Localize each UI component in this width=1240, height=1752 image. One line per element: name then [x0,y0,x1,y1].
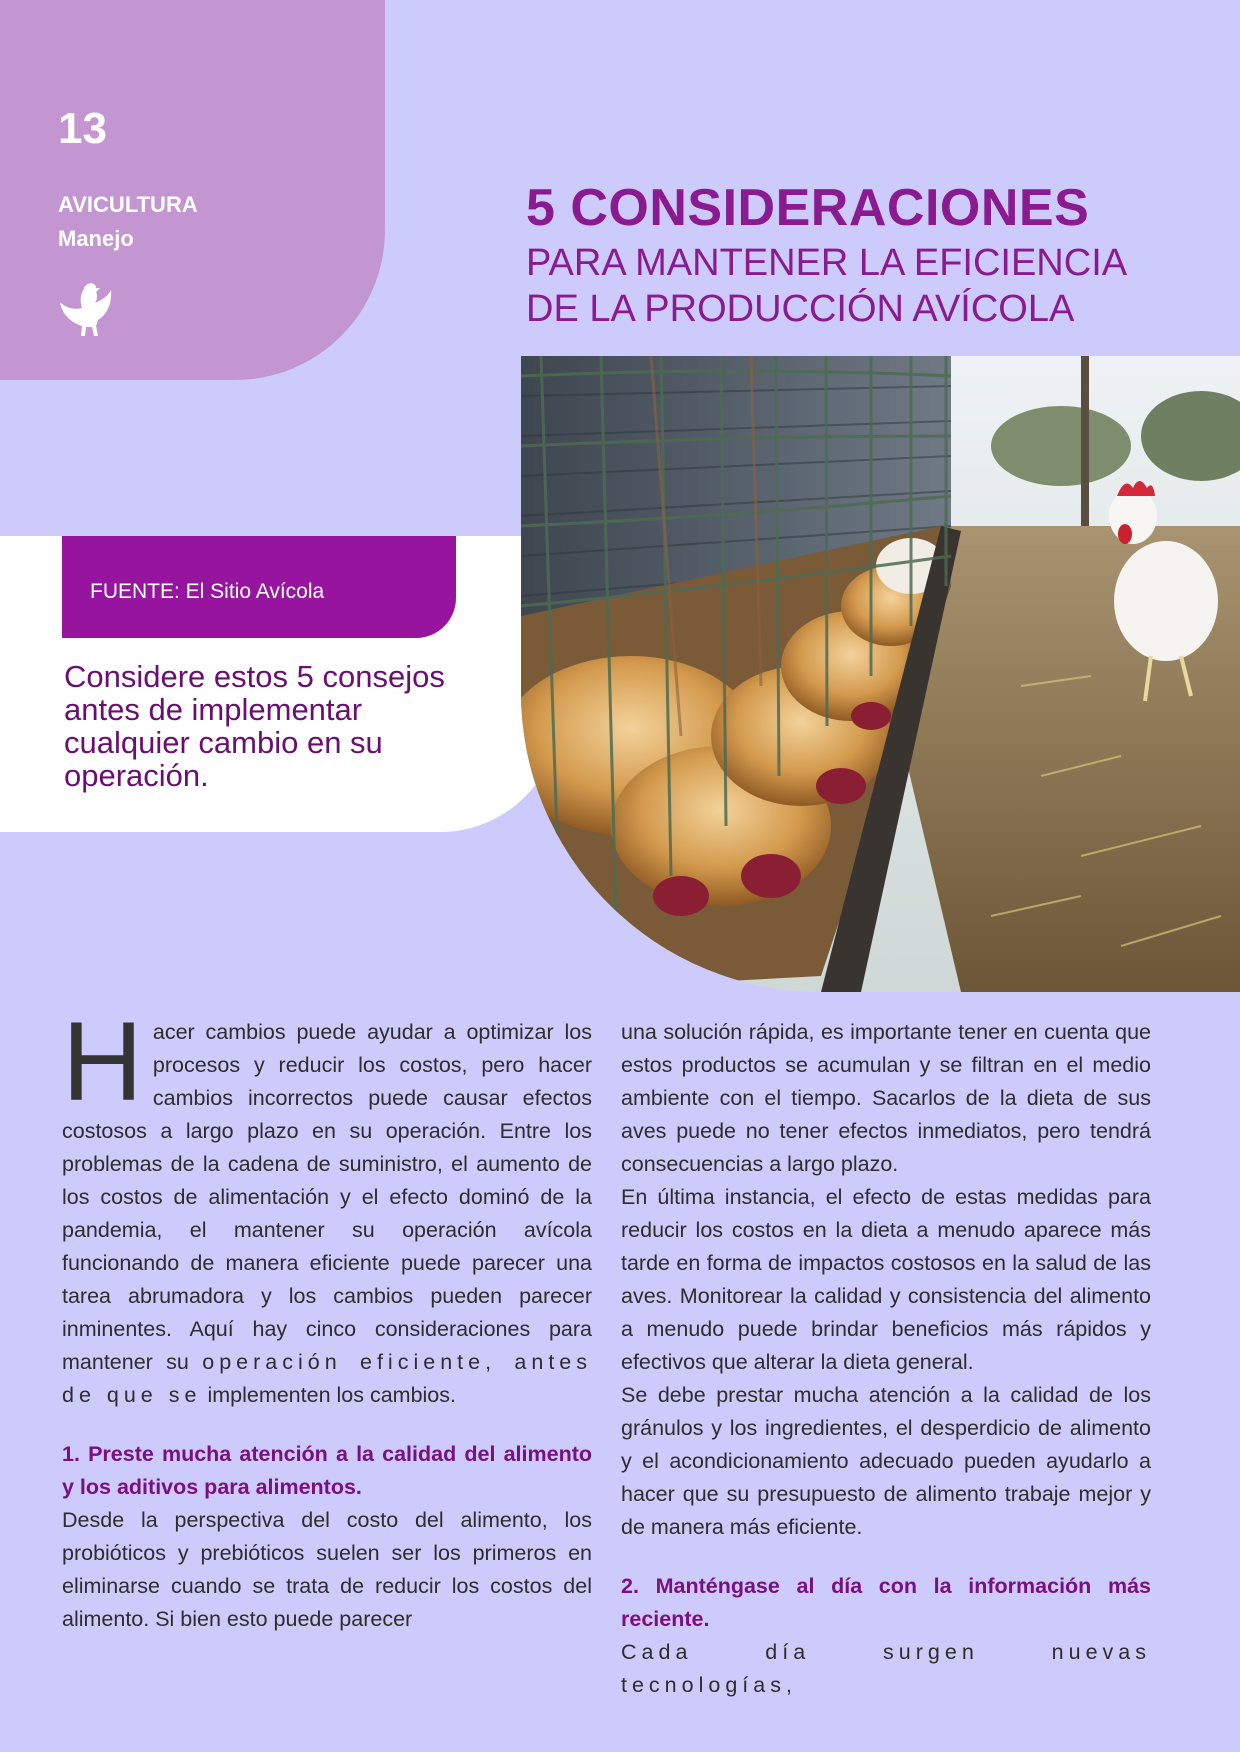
section-subtitle: Manejo [58,226,134,251]
hens-feeding-photo [521,356,1240,992]
article-column-left [62,999,592,1636]
heading-consideration-1: 1. Preste mucha atención a la calidad del alimento y los aditivos para alimentos. [62,1442,592,1499]
subtitle-line-2: DE LA PRODUCCIÓN AVÍCOLA [526,288,1075,330]
paragraph-new-technologies: Cada día surgen nuevas tecnologías, [621,1640,1151,1697]
paragraph-continued: una solución rápida, es importante tener en cuenta que estos productos se acumulan y se filtran en el medio ambiente con el tiempo. Sacarlos de la dieta de sus aves puede no tener efectos inmediatos, pero tendrá consecuencias a largo plazo. [621,1020,1151,1176]
source-bar [62,536,456,638]
intro-text: acer cambios puede ayudar a optimizar los procesos y reducir los costos, pero hacer cambios incorrectos puede causar efectos costosos a largo plazo en su operación. Entre los problemas de la cadena de suministro, el aumento de los costos de alimentación y el efecto dominó de la pandemia, el mantener su operación avícola funcionando de manera eficiente puede parecer una tarea abrumadora y los cambios pueden parecer inminentes. Aquí hay cinco consideraciones para mantener su [62,1020,592,1374]
source-label: FUENTE: El Sitio Avícola [90,580,325,603]
section-title: AVICULTURA [58,192,198,217]
intro-text-end: implementen los cambios. [207,1383,456,1407]
paragraph-granules: Se debe prestar mucha atención a la calidad de los gránulos y los ingredientes, el desperdicio de alimento y el acondicionamiento adecuado pueden ayudarlo a hacer que su presupuesto de alimento trabaje mejor y de manera más eficiente. [621,1383,1151,1539]
paragraph-impacts: En última instancia, el efecto de estas medidas para reducir los costos en la dieta a menudo aparece más tarde en forma de impactos costosos en la salud de las aves. Monitorear la calidad y consistencia del alimento a menudo puede brindar beneficios más rápidos y efectivos que alterar la dieta general. [621,1185,1151,1374]
page-number: 13 [58,104,107,153]
hen-icon [58,280,112,340]
intro-text-spaced: operación eficiente, antes de que se [62,1350,592,1407]
article-subtitle [526,240,1146,332]
drop-cap: H [62,999,143,1124]
section-label [58,188,198,256]
article-title: 5 CONSIDERACIONES [526,179,1090,237]
lead-text: Considere estos 5 consejos antes de implementar cualquier cambio en su operación. [64,659,445,793]
subtitle-line-1: PARA MANTENER LA EFICIENCIA [526,242,1128,284]
article-column-right [621,1016,1151,1702]
heading-consideration-2: 2. Manténgase al día con la información más reciente. [621,1574,1151,1631]
paragraph-intro [62,999,592,1412]
paragraph-consideration-1: Desde la perspectiva del costo del alimento, los probióticos y prebióticos suelen ser los primeros en eliminarse cuando se trata de reducir los costos del alimento. Si bien esto puede parecer [62,1508,592,1631]
